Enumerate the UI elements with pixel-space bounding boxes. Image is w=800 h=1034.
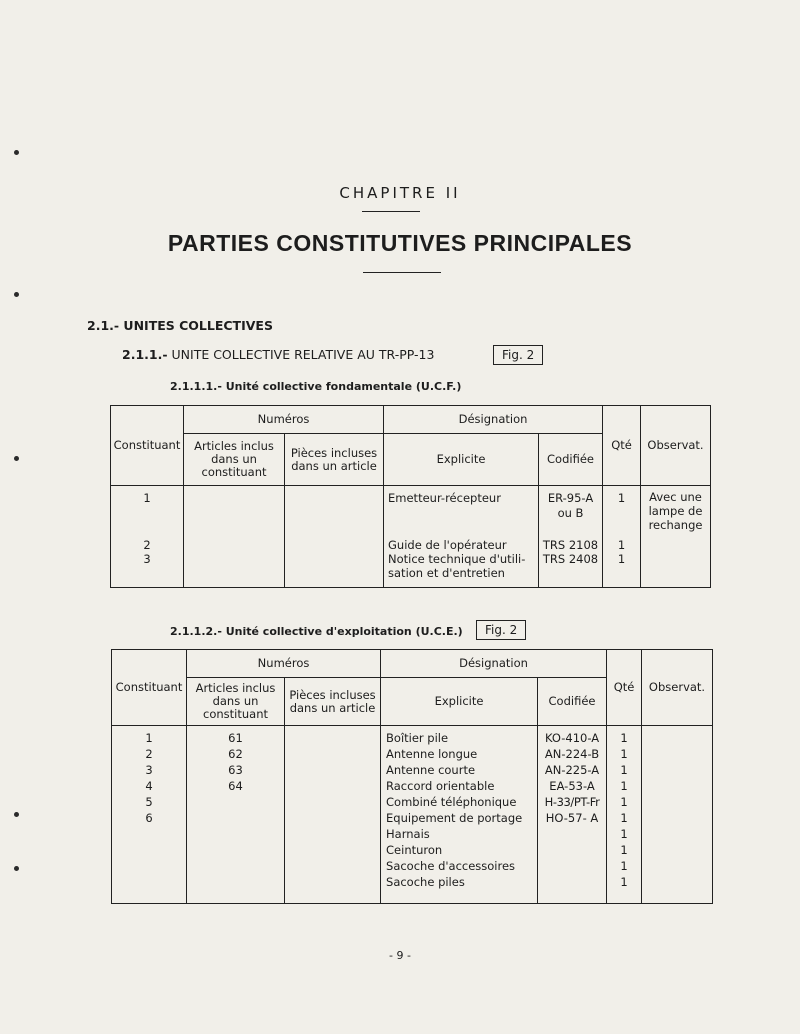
cell: 3 [143,552,151,566]
page-title: PARTIES CONSTITUTIVES PRINCIPALES [167,230,633,256]
header-articles: Articles inclus dans un constituant [187,678,285,726]
cell: 1 [145,731,153,745]
cell: 1 [620,763,628,777]
cell [388,506,538,538]
header-pieces: Pièces incluses dans un article [285,434,384,486]
cell: H-33/PT-Fr [544,795,600,809]
title-rule [363,272,441,273]
cell: 2 [145,747,153,761]
cell: Emetteur-récepteur [388,491,501,505]
cell: KO-410-A [544,731,600,745]
cell: 62 [228,747,243,761]
binder-hole [14,150,19,155]
binder-hole [14,866,19,871]
cell: TRS 2108 [542,538,599,552]
cell: 2 [143,538,151,552]
cell: 61 [228,731,243,745]
cell: 1 [617,552,626,566]
cell: Antenne courte [386,763,476,777]
binder-hole [14,812,19,817]
cell: 1 [620,795,628,809]
col-observat [641,486,711,588]
col-pieces [285,486,384,588]
cell: 1 [620,875,628,889]
header-qte: Qté [603,406,641,486]
col-qte [603,486,641,588]
cell: 1 [617,538,626,552]
header-numeros: Numéros [187,650,381,678]
cell: 1 [617,491,626,505]
header-explicite: Explicite [381,678,538,726]
header-qte: Qté [607,650,642,726]
col-observat [642,726,713,904]
cell: 3 [145,763,153,777]
cell: Combiné téléphonique [386,795,517,809]
header-numeros: Numéros [184,406,384,434]
cell: Harnais [386,827,430,841]
col-pieces [285,726,381,904]
subsection-number: 2.1.1.- [122,347,168,362]
chapter-rule [362,211,420,212]
cell: 1 [620,827,628,841]
binder-hole [14,456,19,461]
cell: ou B [557,506,584,520]
cell: Notice technique d'utili- [388,552,526,566]
header-designation: Désignation [384,406,603,434]
chapter-label: CHAPITRE II [339,184,461,202]
cell: AN-225-A [544,763,600,777]
cell: EA-53-A [549,779,595,793]
cell: 64 [228,779,243,793]
cell: AN-224-B [544,747,600,761]
cell: Guide de l'opérateur [388,538,507,552]
fig-reference: Fig. 2 [476,620,526,640]
cell: TRS 2408 [542,552,599,566]
cell: 1 [620,859,628,873]
col-codifiee [538,726,607,904]
cell: 1 [620,843,628,857]
subsection-text: UNITE COLLECTIVE RELATIVE AU TR-PP-13 [171,347,435,362]
cell: 5 [145,795,153,809]
section-heading: 2.1.- UNITES COLLECTIVES [87,318,273,333]
header-pieces: Pièces incluses dans un article [285,678,381,726]
header-constituant: Constituant [112,650,187,726]
uce-table [111,649,713,904]
uce-heading: 2.1.1.2.- Unité collective d'exploitation (U.C.E.) [170,625,463,638]
header-observat: Observat. [642,650,713,726]
col-qte [607,726,642,904]
header-articles: Articles inclus dans un constituant [184,434,285,486]
cell: 6 [145,811,153,825]
cell: HO-57- A [545,811,599,825]
cell [603,506,640,538]
cell: Sacoche d'accessoires [386,859,516,873]
cell: 1 [620,747,628,761]
cell: Antenne longue [386,747,478,761]
fig-reference: Fig. 2 [493,345,543,365]
cell: 1 [143,491,151,505]
col-explicite [384,486,539,588]
cell [111,506,183,538]
subsection-heading [122,347,434,362]
binder-hole [14,292,19,297]
cell: rechange [648,518,703,532]
cell: Avec une [649,490,702,504]
header-explicite: Explicite [384,434,539,486]
header-codifiee: Codifiée [539,434,603,486]
cell: Equipement de portage [386,811,523,825]
col-articles [187,726,285,904]
cell: 1 [620,811,628,825]
page-number: - 9 - [389,949,411,962]
col-constituant [111,486,184,588]
header-observat: Observat. [641,406,711,486]
header-constituant: Constituant [111,406,184,486]
col-articles [184,486,285,588]
header-designation: Désignation [381,650,607,678]
cell: ER-95-A [547,491,594,505]
cell: Sacoche piles [386,875,465,889]
ucf-table [110,405,711,588]
cell: Boîtier pile [386,731,449,745]
cell: Ceinturon [386,843,443,857]
cell: 63 [228,763,243,777]
cell: lampe de [648,504,703,518]
cell: 1 [620,779,628,793]
header-codifiee: Codifiée [538,678,607,726]
cell: sation et d'entretien [388,566,505,580]
col-codifiee [539,486,603,588]
ucf-heading: 2.1.1.1.- Unité collective fondamentale (U.C.F.) [170,380,462,393]
cell: Raccord orientable [386,779,495,793]
cell: 4 [145,779,153,793]
cell: 1 [620,731,628,745]
col-explicite [381,726,538,904]
col-constituant [112,726,187,904]
